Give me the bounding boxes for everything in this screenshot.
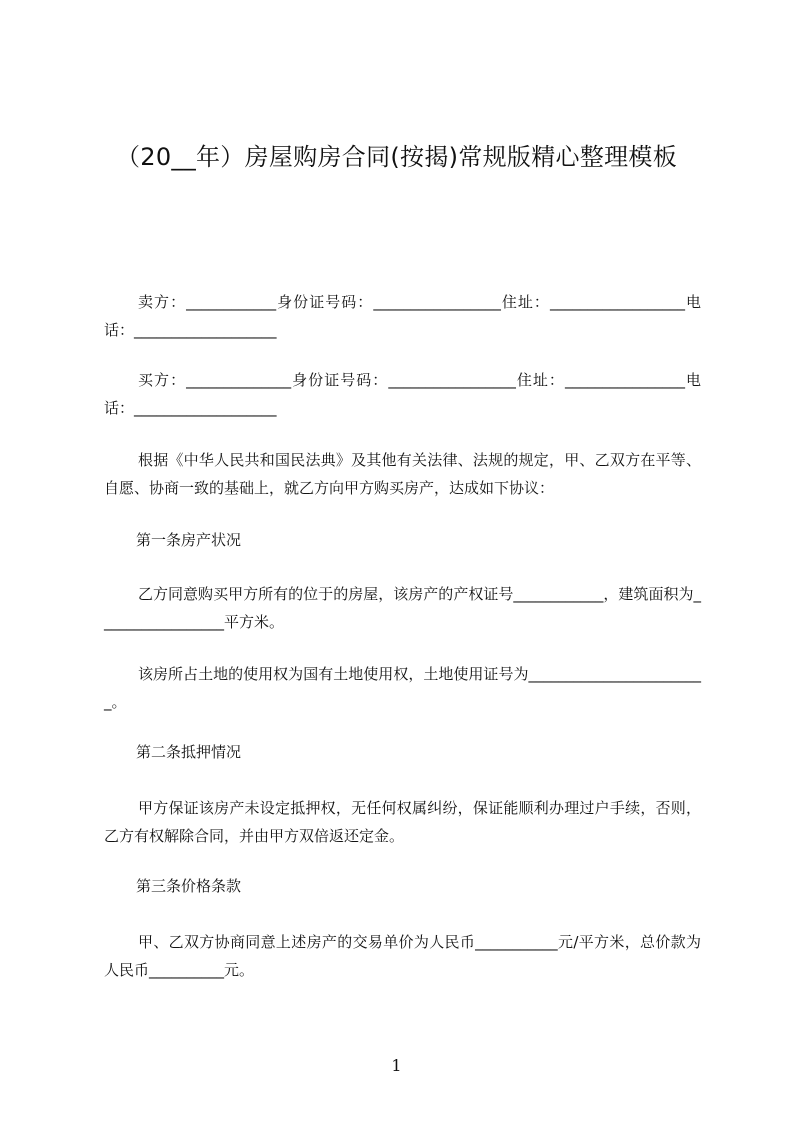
document-title: （20__年）房屋购房合同(按揭)常规版精心整理模板	[115, 143, 678, 171]
article-1-paragraph-2: 该房所占土地的使用权为国有土地使用权，土地使用证号为________________________。	[104, 665, 701, 711]
seller-info-paragraph: 卖方：____________身份证号码：_________________住址：__________________电话：___________________	[104, 293, 701, 339]
article-3-heading: 第三条价格条款	[136, 877, 242, 895]
buyer-info-paragraph: 买方：______________身份证号码：_________________住址：________________电话：___________________	[104, 371, 701, 417]
intro-paragraph: 根据《中华人民共和国民法典》及其他有关法律、法规的规定，甲、乙双方在平等、自愿、协商一致的基础上，就乙方向甲方购买房产，达成如下协议：	[104, 451, 701, 497]
article-1-heading: 第一条房产状况	[136, 531, 242, 549]
page-number: 1	[391, 1056, 402, 1075]
article-2-paragraph-1: 甲方保证该房产未设定抵押权，无任何权属纠纷，保证能顺利办理过户手续，否则，乙方有权解除合同，并由甲方双倍返还定金。	[104, 799, 701, 845]
article-2-heading: 第二条抵押情况	[136, 743, 242, 761]
article-1-paragraph-1: 乙方同意购买甲方所有的位于的房屋，该房产的产权证号____________，建筑面积为_________________平方米。	[104, 585, 701, 631]
article-3-paragraph-1: 甲、乙双方协商同意上述房产的交易单价为人民币___________元/平方米，总价款为人民币__________元。	[104, 933, 701, 979]
